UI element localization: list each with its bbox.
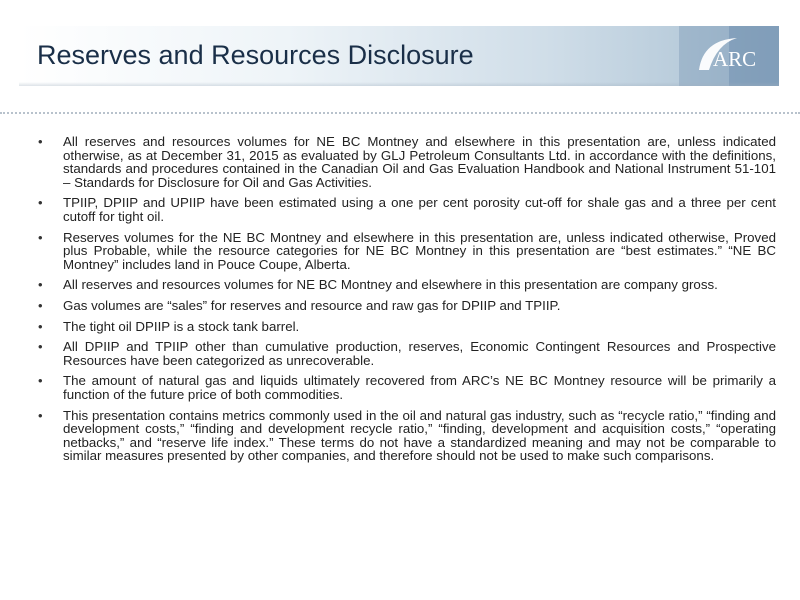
disclosure-item [38,340,776,367]
disclosure-text: Gas volumes are “sales” for reserves and resource and raw gas for DPIIP and TPIIP. [63,297,561,313]
disclosure-item [38,231,776,272]
disclosure-text: TPIIP, DPIIP and UPIIP have been estimated using a one per cent porosity cut-off for shale gas and a three per cent cutoff for tight oil. [63,195,776,224]
banner-shadow [19,82,779,86]
disclosure-text: All DPIIP and TPIIP other than cumulative production, reserves, Economic Contingent Resources and Prospective Resources have been categorized as unrecoverable. [63,339,776,368]
disclosure-item [38,320,776,334]
bullet-dot: • [38,339,43,355]
arc-logo-graphic [679,26,779,86]
bullet-dot: • [38,318,43,334]
bullet-dot: • [38,229,43,245]
bullet-dot: • [38,407,43,423]
arc-logo [679,26,779,86]
bullet-dot: • [38,195,43,211]
disclosure-text: Reserves volumes for the NE BC Montney and elsewhere in this presentation are, unless indicated otherwise, Proved plus Probable, while the resource categories for NE BC Montney in this presentation are “best estimates.” “NE BC Montney” includes land in Pouce Coupe, Alberta. [63,229,776,272]
bullet-dot: • [38,297,43,313]
disclosure-text: This presentation contains metrics commonly used in the oil and natural gas industry, such as “recycle ratio,” “finding and development costs,” “finding and development recycle ratio,” “finding, development and acquisition costs,” “operating netbacks,” and “reserve life index.” These terms do not have a standardized meaning and may not be comparable to similar measures presented by other companies, and therefore should not be used to make such comparisons. [63,407,776,464]
bullet-dot: • [38,134,43,149]
slide-title: Reserves and Resources Disclosure [37,40,474,70]
disclosure-list [38,135,776,470]
arc-logo-text: ARC [713,47,757,71]
disclosure-item [38,409,776,463]
disclosure-text: All reserves and resources volumes for NE BC Montney and elsewhere in this presentation are company gross. [63,277,718,293]
disclosure-text: All reserves and resources volumes for NE BC Montney and elsewhere in this presentation are, unless indicated otherwise, as at December 31, 2015 as evaluated by GLJ Petroleum Consultants Ltd. in accordance with the definitions, standards and procedures contained in the Canadian Oil and Gas Evaluation Handbook and National Instrument 51-101 – Standards for Disclosure for Oil and Gas Activities. [63,134,776,190]
title-banner [19,26,779,86]
disclosure-item [38,196,776,223]
disclosure-item [38,299,776,313]
disclosure-item [38,135,776,189]
disclosure-text: The tight oil DPIIP is a stock tank barrel. [63,318,300,334]
disclosure-text: The amount of natural gas and liquids ultimately recovered from ARC’s NE BC Montney resource will be primarily a function of the future price of both commodities. [63,373,776,402]
bullet-dot: • [38,277,43,293]
disclosure-item [38,278,776,292]
dotted-divider [0,112,800,114]
disclosure-item [38,374,776,401]
bullet-dot: • [38,373,43,389]
